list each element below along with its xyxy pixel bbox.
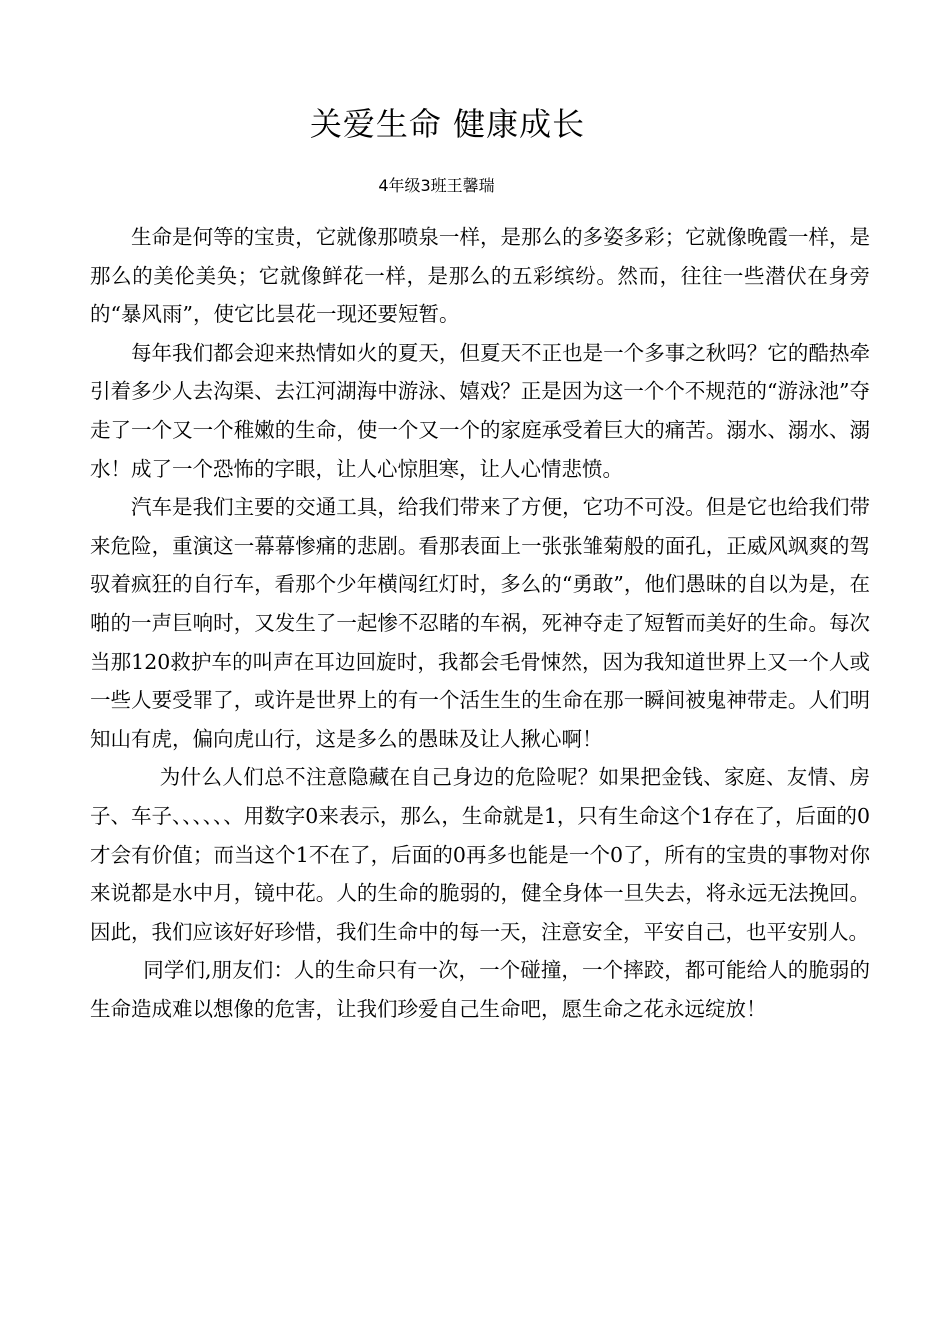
paragraph: 每年我们都会迎来热情如火的夏天，但夏天不正也是一个多事之秋吗？它的酷热牵引着多少人去沟渠、去江河湖海中游泳、嬉戏？正是因为这一个个不规范的“游泳池”夺走了一个又一个稚嫩的生命，使一个又一个的家庭承受着巨大的痛苦。溺水、溺水、溺水！成了一个恐怖的字眼，让人心惊胆寒，让人心情悲愤。 <box>90 340 870 481</box>
paragraph: 同学们,朋友们：人的生命只有一次，一个碰撞，一个摔跤，都可能给人的脆弱的生命造成难以想像的危害，让我们珍爱自己生命吧，愿生命之花永远绽放！ <box>90 958 870 1021</box>
paragraph: 汽车是我们主要的交通工具，给我们带来了方便，它功不可没。但是它也给我们带来危险，重演这一幕幕惨痛的悲剧。看那表面上一张张雏菊般的面孔，正威风飒爽的驾驭着疯狂的自行车，看那个少年横闯红灯时，多么的“勇敢”，他们愚昧的自以为是，在啪的一声巨响时，又发生了一起惨不忍睹的车祸，死神夺走了短暂而美好的生命。每次当那120救护车的叫声在耳边回旋时，我都会毛骨悚然，因为我知道世界上又一个人或一些人要受罪了，或许是世界上的有一个活生生的生命在那一瞬间被鬼神带走。人们明知山有虎，偏向虎山行，这是多么的愚昧及让人揪心啊！ <box>90 495 870 751</box>
document-body <box>90 218 870 1028</box>
paragraph: 为什么人们总不注意隐藏在自己身边的危险呢？如果把金钱、家庭、友情、房子、车子、、、、、、用数字0来表示，那么，生命就是1，只有生命这个1存在了，后面的0才会有价值；而当这个1不在了，后面的0再多也能是一个0了，所有的宝贵的事物对你来说都是水中月，镜中花。人的生命的脆弱的，健全身体一旦失去，将永远无法挽回。因此，我们应该好好珍惜，我们生命中的每一天，注意安全，平安自己，也平安别人。 <box>90 765 870 944</box>
paragraph: 生命是何等的宝贵，它就像那喷泉一样，是那么的多姿多彩；它就像晚霞一样，是那么的美伦美奂；它就像鲜花一样，是那么的五彩缤纷。然而，往往一些潜伏在身旁的“暴风雨”，使它比昙花一现还要短暂。 <box>90 225 870 327</box>
author-byline: 4年级3班王馨瑞 <box>378 176 495 195</box>
document-title: 关爱生命 健康成长 <box>309 105 586 143</box>
